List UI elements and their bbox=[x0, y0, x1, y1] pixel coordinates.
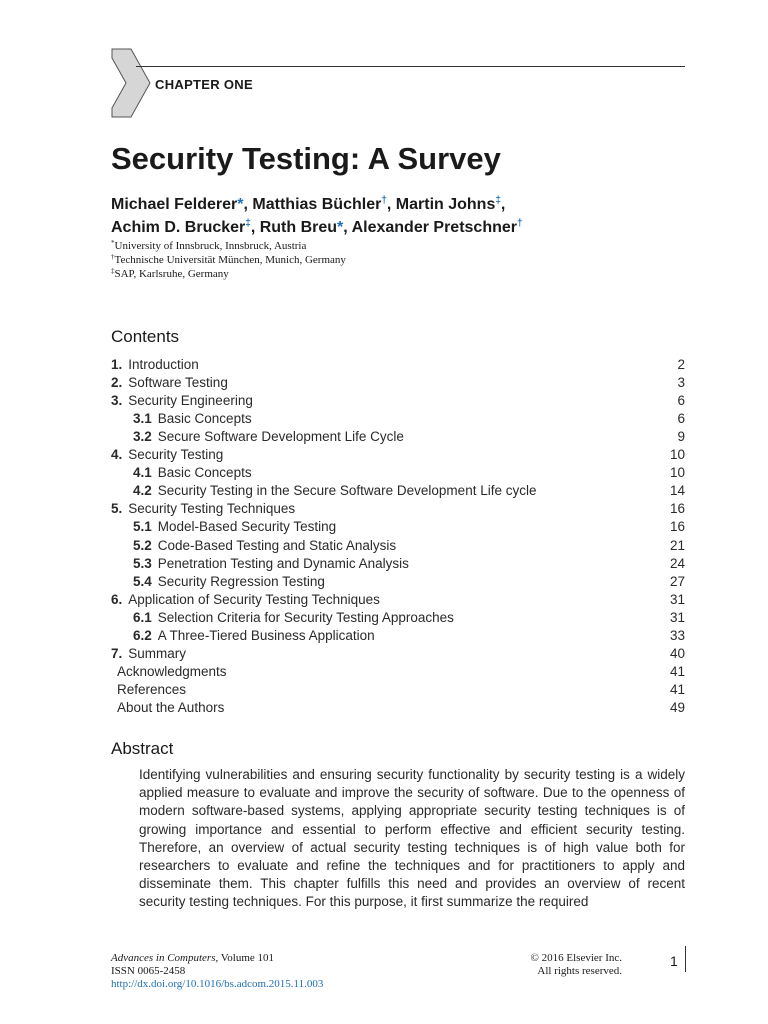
toc-number: 4.2 bbox=[133, 482, 152, 498]
toc-title: Security Engineering bbox=[128, 392, 253, 408]
toc-title: Introduction bbox=[128, 356, 199, 372]
chapter-rule bbox=[136, 66, 685, 67]
toc-number: 6.2 bbox=[133, 627, 152, 643]
chapter-chevron-icon bbox=[111, 48, 151, 118]
toc-title: About the Authors bbox=[117, 699, 225, 715]
toc-entry[interactable] bbox=[111, 445, 685, 463]
toc-entry[interactable] bbox=[111, 608, 685, 626]
toc-page: 16 bbox=[669, 500, 685, 516]
author-name: Achim D. Brucker bbox=[111, 219, 246, 236]
toc-page: 16 bbox=[669, 518, 685, 534]
toc-number: 1. bbox=[111, 356, 123, 372]
toc-number: 5.3 bbox=[133, 555, 152, 571]
abstract-text: Identifying vulnerabilities and ensuring security functionality by security testing is a widely applied measure to evaluate and improve the security of software. Due to the openness of modern software-based systems, applying appropriate security testing techniques is of growing importance and essential to perform effective and efficient security testing. Therefore, an overview of actual security testing techniques is of high value both for researchers to evaluate and refine the techniques and for practitioners to apply and disseminate them. This chapter fulfills this need and provides an overview of recent security testing techniques. For this purpose, it first summarize the required bbox=[139, 767, 685, 910]
toc-title: Security Testing Techniques bbox=[128, 500, 296, 516]
toc-page: 14 bbox=[669, 482, 685, 498]
author-mark: * bbox=[237, 196, 244, 213]
toc-page: 49 bbox=[669, 699, 685, 715]
toc-number: 5.1 bbox=[133, 518, 152, 534]
toc-page: 6 bbox=[677, 410, 685, 426]
toc-entry[interactable] bbox=[111, 590, 685, 608]
toc-entry[interactable] bbox=[111, 499, 685, 517]
affiliation bbox=[111, 239, 306, 252]
toc-entry[interactable] bbox=[111, 626, 685, 644]
toc-page: 40 bbox=[669, 645, 685, 661]
toc-title: Software Testing bbox=[128, 374, 228, 390]
publication-info bbox=[111, 952, 323, 991]
affiliation-mark: † bbox=[111, 253, 115, 261]
toc-number: 5.2 bbox=[133, 537, 152, 553]
toc-page: 2 bbox=[677, 356, 685, 372]
author-name: Matthias Büchler bbox=[252, 196, 382, 213]
toc-entry[interactable] bbox=[111, 355, 685, 373]
toc-number: 3.2 bbox=[133, 428, 152, 444]
author-name: Ruth Breu bbox=[259, 219, 338, 236]
affiliation-text: Technische Universität München, Munich, Germany bbox=[114, 254, 346, 266]
toc-page: 3 bbox=[677, 374, 685, 390]
toc-title: Code-Based Testing and Static Analysis bbox=[157, 537, 397, 553]
toc-title: Application of Security Testing Techniques bbox=[128, 591, 380, 607]
toc-entry[interactable] bbox=[111, 409, 685, 427]
toc-entry[interactable] bbox=[111, 680, 685, 698]
toc-number: 6. bbox=[111, 591, 123, 607]
journal-volume: , Volume 101 bbox=[215, 952, 275, 964]
toc-entry[interactable] bbox=[111, 572, 685, 590]
toc-title: Secure Software Development Life Cycle bbox=[157, 428, 404, 444]
issn: ISSN 0065-2458 bbox=[111, 965, 186, 977]
authors-line-1: Michael Felderer*, Matthias Büchler†, Martin Johns‡, bbox=[111, 195, 506, 213]
toc-page: 31 bbox=[669, 591, 685, 607]
toc-page: 9 bbox=[677, 428, 685, 444]
toc-title: References bbox=[117, 681, 187, 697]
toc-number: 6.1 bbox=[133, 609, 152, 625]
toc-entry[interactable] bbox=[111, 463, 685, 481]
author-name: Martin Johns bbox=[395, 196, 496, 213]
toc-number: 3.1 bbox=[133, 410, 152, 426]
abstract-heading: Abstract bbox=[111, 739, 174, 758]
toc-entry[interactable] bbox=[111, 427, 685, 445]
author-name: Alexander Pretschner bbox=[351, 219, 517, 236]
author-mark: * bbox=[337, 219, 344, 236]
toc-number: 4.1 bbox=[133, 464, 152, 480]
page-number: 1 bbox=[670, 953, 678, 969]
toc-title: Security Testing in the Secure Software Development Life cycle bbox=[157, 482, 537, 498]
toc-page: 41 bbox=[669, 663, 685, 679]
affiliation-text: University of Innsbruck, Innsbruck, Austria bbox=[114, 240, 307, 252]
toc-page: 31 bbox=[669, 609, 685, 625]
rights: All rights reserved. bbox=[537, 965, 622, 977]
toc-entry[interactable] bbox=[111, 481, 685, 499]
authors-line-2: Achim D. Brucker‡, Ruth Breu*, Alexander Pretschner† bbox=[111, 218, 523, 236]
affiliation-mark: * bbox=[111, 239, 115, 247]
author-mark: ‡ bbox=[495, 195, 501, 206]
author-mark: † bbox=[381, 195, 387, 206]
copyright-info bbox=[490, 952, 622, 978]
toc-page: 10 bbox=[669, 446, 685, 462]
toc-number: 5.4 bbox=[133, 573, 152, 589]
toc-number: 3. bbox=[111, 392, 123, 408]
toc-title: Acknowledgments bbox=[117, 663, 227, 679]
toc-entry[interactable] bbox=[111, 644, 685, 662]
toc-title: Basic Concepts bbox=[157, 410, 252, 426]
toc-title: Basic Concepts bbox=[157, 464, 252, 480]
toc-title: Model-Based Security Testing bbox=[157, 518, 337, 534]
toc-page: 24 bbox=[669, 555, 685, 571]
toc-entry[interactable] bbox=[111, 536, 685, 554]
toc-entry[interactable] bbox=[111, 373, 685, 391]
paper-title: Security Testing: A Survey bbox=[111, 141, 501, 176]
affiliation-mark: ‡ bbox=[111, 267, 115, 275]
toc-title: Summary bbox=[128, 645, 187, 661]
toc-page: 10 bbox=[669, 464, 685, 480]
toc-title: A Three-Tiered Business Application bbox=[157, 627, 375, 643]
toc-page: 27 bbox=[669, 573, 685, 589]
chapter-label: CHAPTER ONE bbox=[155, 77, 253, 92]
author-mark: ‡ bbox=[245, 218, 251, 229]
toc-number: 4. bbox=[111, 446, 123, 462]
toc-entry[interactable] bbox=[111, 391, 685, 409]
affiliation-text: SAP, Karlsruhe, Germany bbox=[114, 268, 229, 280]
toc-entry[interactable] bbox=[111, 698, 685, 716]
toc-title: Security Testing bbox=[128, 446, 224, 462]
toc-entry[interactable] bbox=[111, 554, 685, 572]
toc-title: Selection Criteria for Security Testing Approaches bbox=[157, 609, 454, 625]
page-number-rule bbox=[685, 946, 686, 972]
toc-page: 33 bbox=[669, 627, 685, 643]
journal-name: Advances in Computers bbox=[111, 952, 216, 964]
toc-title: Penetration Testing and Dynamic Analysis bbox=[157, 555, 409, 571]
toc-page: 41 bbox=[669, 681, 685, 697]
toc-page: 6 bbox=[677, 392, 685, 408]
toc-number: 2. bbox=[111, 374, 123, 390]
toc-page: 21 bbox=[669, 537, 685, 553]
toc-entry[interactable] bbox=[111, 662, 685, 680]
affiliation bbox=[111, 253, 346, 266]
author-mark: † bbox=[516, 218, 523, 229]
toc-number: 5. bbox=[111, 500, 123, 516]
copyright: © 2016 Elsevier Inc. bbox=[530, 952, 622, 964]
doi-link[interactable]: http://dx.doi.org/10.1016/bs.adcom.2015.11.003 bbox=[111, 978, 324, 990]
toc-entry[interactable] bbox=[111, 517, 685, 535]
toc-number: 7. bbox=[111, 645, 123, 661]
toc-title: Security Regression Testing bbox=[157, 573, 325, 589]
affiliation bbox=[111, 267, 229, 280]
contents-heading: Contents bbox=[111, 327, 180, 346]
author-name: Michael Felderer bbox=[111, 196, 238, 213]
